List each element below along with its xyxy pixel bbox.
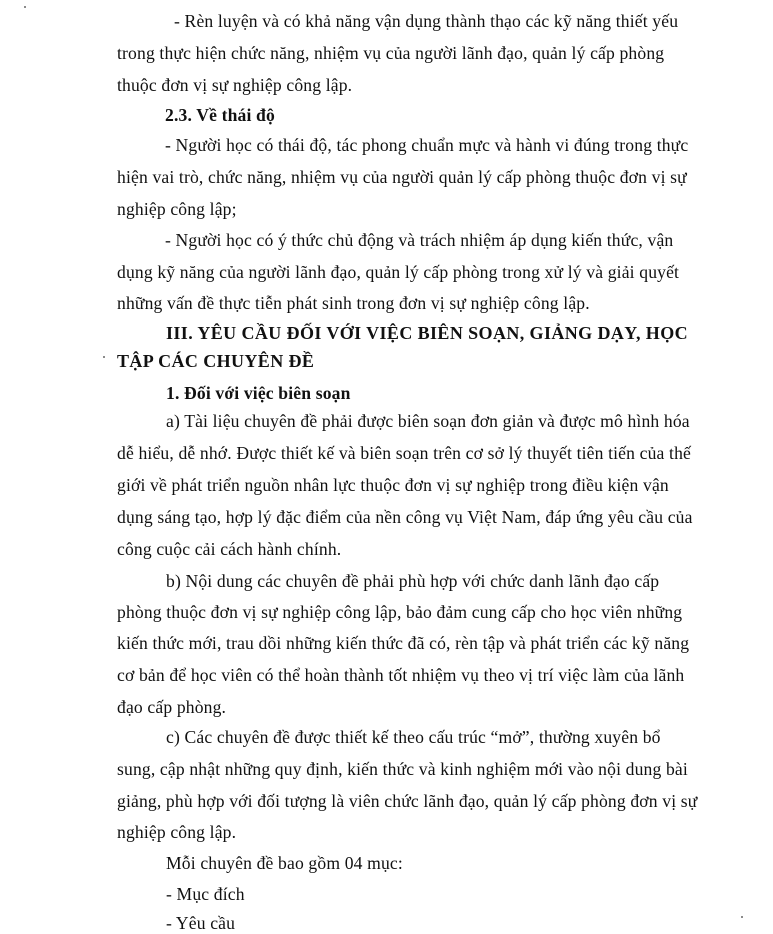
paragraph-line: những vấn đề thực tiễn phát sinh trong đơn vị sự nghiệp công lập. [117,293,590,313]
paragraph-line: b) Nội dung các chuyên đề phải phù hợp với chức danh lãnh đạo cấp [166,571,660,591]
scan-speck [103,356,105,358]
paragraph-line: nghiệp công lập. [117,822,237,842]
paragraph-line: công cuộc cải cách hành chính. [117,539,342,559]
paragraph-line: - Người học có thái độ, tác phong chuẩn mực và hành vi đúng trong thực [165,135,689,155]
paragraph-line: - Người học có ý thức chủ động và trách nhiệm áp dụng kiến thức, vận [165,230,674,250]
scan-speck [24,6,26,8]
list-item: - Yêu cầu [166,913,236,933]
paragraph-line: giới về phát triển nguồn nhân lực thuộc đơn vị sự nghiệp trong điều kiện vận [117,475,669,495]
paragraph-line: trong thực hiện chức năng, nhiệm vụ của người lãnh đạo, quản lý cấp phòng [117,43,665,63]
paragraph-line: giảng, phù hợp với đối tượng là viên chức lãnh đạo, quản lý cấp phòng đơn vị sự [117,791,698,811]
paragraph-line: a) Tài liệu chuyên đề phải được biên soạn đơn giản và được mô hình hóa [166,411,690,431]
paragraph-line: hiện vai trò, chức năng, nhiệm vụ của người quản lý cấp phòng thuộc đơn vị sự [117,167,687,187]
scan-speck [741,916,743,918]
paragraph-line: cơ bản để học viên có thể hoàn thành tốt nhiệm vụ theo vị trí việc làm của lãnh [117,665,685,685]
paragraph-line: c) Các chuyên đề được thiết kế theo cấu trúc “mở”, thường xuyên bổ [166,727,661,747]
paragraph-line: phòng thuộc đơn vị sự nghiệp công lập, bảo đảm cung cấp cho học viên những [117,602,683,622]
paragraph-line: sung, cập nhật những quy định, kiến thức và kinh nghiệm mới vào nội dung bài [117,759,688,779]
chapter-heading: III. YÊU CẦU ĐỐI VỚI VIỆC BIÊN SOẠN, GIẢNG DẠY, HỌC [166,323,688,343]
paragraph-line: thuộc đơn vị sự nghiệp công lập. [117,75,353,95]
paragraph-line: dễ hiểu, dễ nhớ. Được thiết kế và biên soạn trên cơ sở lý thuyết tiên tiến của thế [117,443,691,463]
paragraph-line: đạo cấp phòng. [117,697,227,717]
subsection-heading: 1. Đối với việc biên soạn [166,383,351,403]
paragraph-line: nghiệp công lập; [117,199,237,219]
paragraph-line: dụng sáng tạo, hợp lý đặc điểm của nền công vụ Việt Nam, đáp ứng yêu cầu của [117,507,693,527]
section-heading: 2.3. Về thái độ [165,105,275,125]
paragraph-line: kiến thức mới, trau dồi những kiến thức đã có, rèn tập và phát triển các kỹ năng [117,633,690,653]
chapter-heading: TẬP CÁC CHUYÊN ĐỀ [117,351,315,371]
paragraph-line: Mỗi chuyên đề bao gồm 04 mục: [166,853,403,873]
paragraph-line: - Rèn luyện và có khả năng vận dụng thành thạo các kỹ năng thiết yếu [174,11,679,31]
list-item: - Mục đích [166,884,245,904]
paragraph-line: dụng kỹ năng của người lãnh đạo, quản lý cấp phòng trong xử lý và giải quyết [117,262,680,282]
